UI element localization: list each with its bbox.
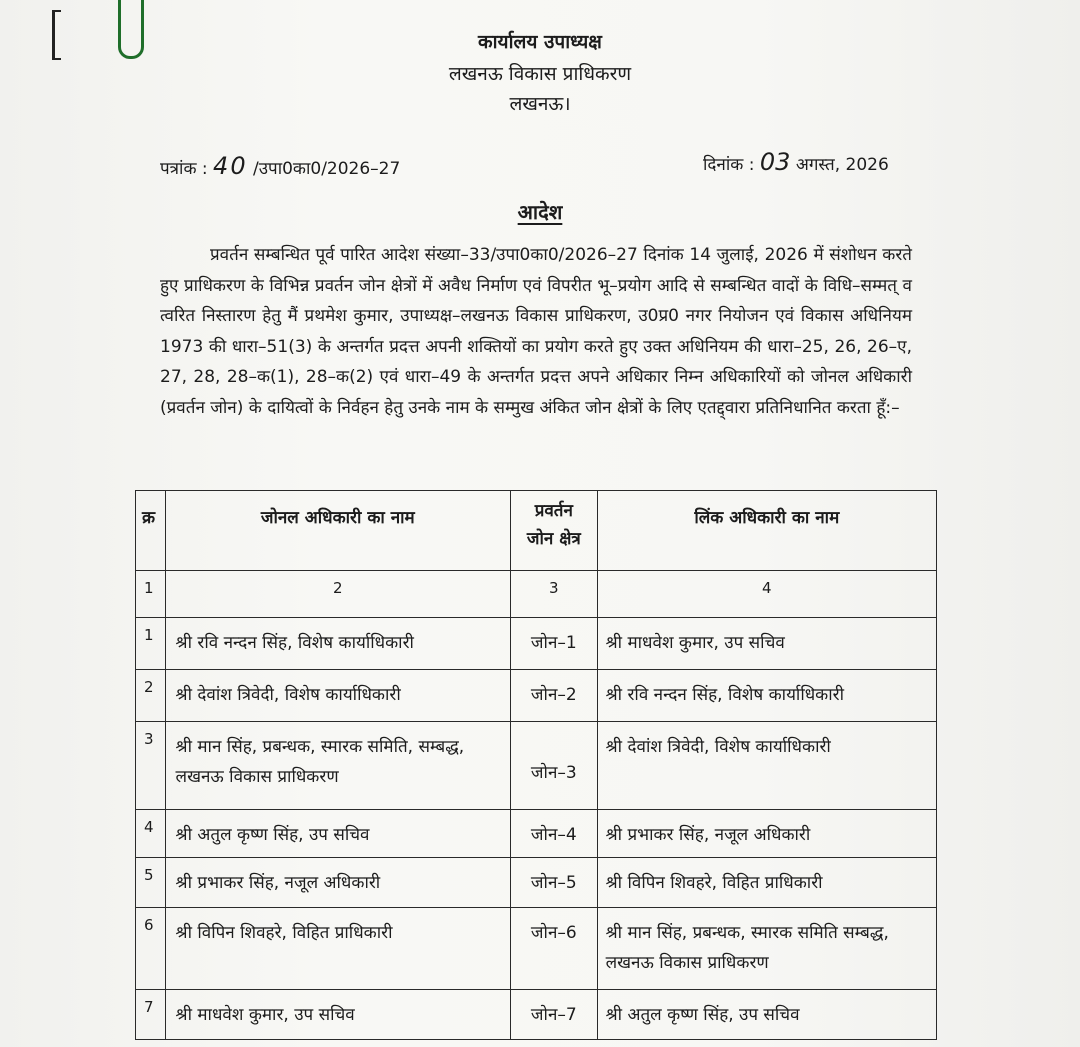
row-zone: जोन–2 — [511, 670, 598, 722]
index-cell: 3 — [511, 571, 598, 618]
office-title: कार्यालय उपाध्यक्ष — [478, 31, 602, 53]
index-cell: 1 — [136, 571, 166, 618]
row-serial: 5 — [136, 858, 166, 908]
row-zone: जोन–4 — [511, 810, 598, 858]
row-zone: जोन–5 — [511, 858, 598, 908]
row-serial: 6 — [136, 908, 166, 990]
reference-handwritten-number: 40 — [213, 152, 248, 180]
row-zone: जोन–6 — [511, 908, 598, 990]
table-row — [136, 670, 937, 722]
row-serial: 7 — [136, 990, 166, 1040]
header-serial: क्र — [136, 491, 166, 571]
reference-number — [160, 152, 400, 180]
index-cell: 2 — [165, 571, 510, 618]
table-row — [136, 908, 937, 990]
date-rest: अगस्त, 2026 — [795, 155, 889, 175]
table-row — [136, 722, 937, 810]
row-link-officer: श्री देवांश त्रिवेदी, विशेष कार्याधिकारी — [597, 722, 936, 810]
table-row — [136, 618, 937, 670]
row-zone: जोन–7 — [511, 990, 598, 1040]
header-zone: प्रवर्तन जोन क्षेत्र — [511, 491, 598, 571]
row-zonal-officer: श्री देवांश त्रिवेदी, विशेष कार्याधिकारी — [165, 670, 510, 722]
row-link-officer: श्री मान सिंह, प्रबन्धक, स्मारक समिति सम्बद्ध, लखनऊ विकास प्राधिकरण — [597, 908, 936, 990]
table-index-row — [136, 571, 937, 618]
row-zone: जोन–3 — [511, 722, 598, 810]
order-title: आदेश — [517, 200, 563, 224]
header-zonal-officer: जोनल अधिकारी का नाम — [165, 491, 510, 571]
header-link-officer: लिंक अधिकारी का नाम — [597, 491, 936, 571]
row-link-officer: श्री अतुल कृष्ण सिंह, उप सचिव — [597, 990, 936, 1040]
row-zonal-officer: श्री माधवेश कुमार, उप सचिव — [165, 990, 510, 1040]
city-name: लखनऊ। — [509, 93, 571, 115]
date-label: दिनांक : — [703, 155, 755, 175]
row-zonal-officer: श्री विपिन शिवहरे, विहित प्राधिकारी — [165, 908, 510, 990]
row-zonal-officer: श्री मान सिंह, प्रबन्धक, स्मारक समिति, सम्बद्ध, लखनऊ विकास प्राधिकरण — [165, 722, 510, 810]
date-handwritten-day: 03 — [759, 148, 791, 176]
table-row — [136, 990, 937, 1040]
table-row — [136, 858, 937, 908]
row-link-officer: श्री माधवेश कुमार, उप सचिव — [597, 618, 936, 670]
row-zonal-officer: श्री अतुल कृष्ण सिंह, उप सचिव — [165, 810, 510, 858]
table-row — [136, 810, 937, 858]
row-link-officer: श्री विपिन शिवहरे, विहित प्राधिकारी — [597, 858, 936, 908]
row-serial: 2 — [136, 670, 166, 722]
table-header-row — [136, 491, 937, 571]
index-cell: 4 — [597, 571, 936, 618]
row-link-officer: श्री रवि नन्दन सिंह, विशेष कार्याधिकारी — [597, 670, 936, 722]
reference-suffix: /उपा0का0/2026–27 — [253, 159, 401, 179]
row-zonal-officer: श्री प्रभाकर सिंह, नजूल अधिकारी — [165, 858, 510, 908]
row-serial: 3 — [136, 722, 166, 810]
order-date — [703, 148, 889, 176]
row-link-officer: श्री प्रभाकर सिंह, नजूल अधिकारी — [597, 810, 936, 858]
order-paragraph: प्रवर्तन सम्बन्धित पूर्व पारित आदेश संख्या–33/उपा0का0/2026–27 दिनांक 14 जुलाई, 2026 में संशोधन करते हुए प्राधिकरण के विभिन्न प्रवर्तन जोन क्षेत्रों में अवैध निर्माण एवं विपरीत भू–प्रयोग आदि से सम्बन्धित वादों के विधि–सम्मत् व त्वरित निस्तारण हेतु मैं प्रथमेश कुमार, उपाध्यक्ष–लखनऊ विकास प्राधिकरण, उ0प्र0 नगर नियोजन एवं विकास अधिनियम 1973 की धारा–51(3) के अन्तर्गत प्रदत्त अपनी शक्तियों का प्रयोग करते हुए उक्त अधिनियम की धारा–25, 26, 26–ए, 27, 28, 28–क(1), 28–क(2) एवं धारा–49 के अन्तर्गत प्रदत्त अपने अधिकार निम्न अधिकारियों को जोनल अधिकारी (प्रवर्तन जोन) के दायित्वों के निर्वहन हेतु उनके नाम के सम्मुख अंकित जोन क्षेत्रों के लिए एतद्द्वारा प्रतिनिधानित करता हूँ:– — [160, 245, 912, 418]
row-zone: जोन–1 — [511, 618, 598, 670]
row-zonal-officer: श्री रवि नन्दन सिंह, विशेष कार्याधिकारी — [165, 618, 510, 670]
row-serial: 4 — [136, 810, 166, 858]
authority-name: लखनऊ विकास प्राधिकरण — [448, 63, 632, 85]
row-serial: 1 — [136, 618, 166, 670]
zone-officer-table — [135, 490, 937, 1040]
reference-label: पत्रांक : — [160, 159, 208, 179]
